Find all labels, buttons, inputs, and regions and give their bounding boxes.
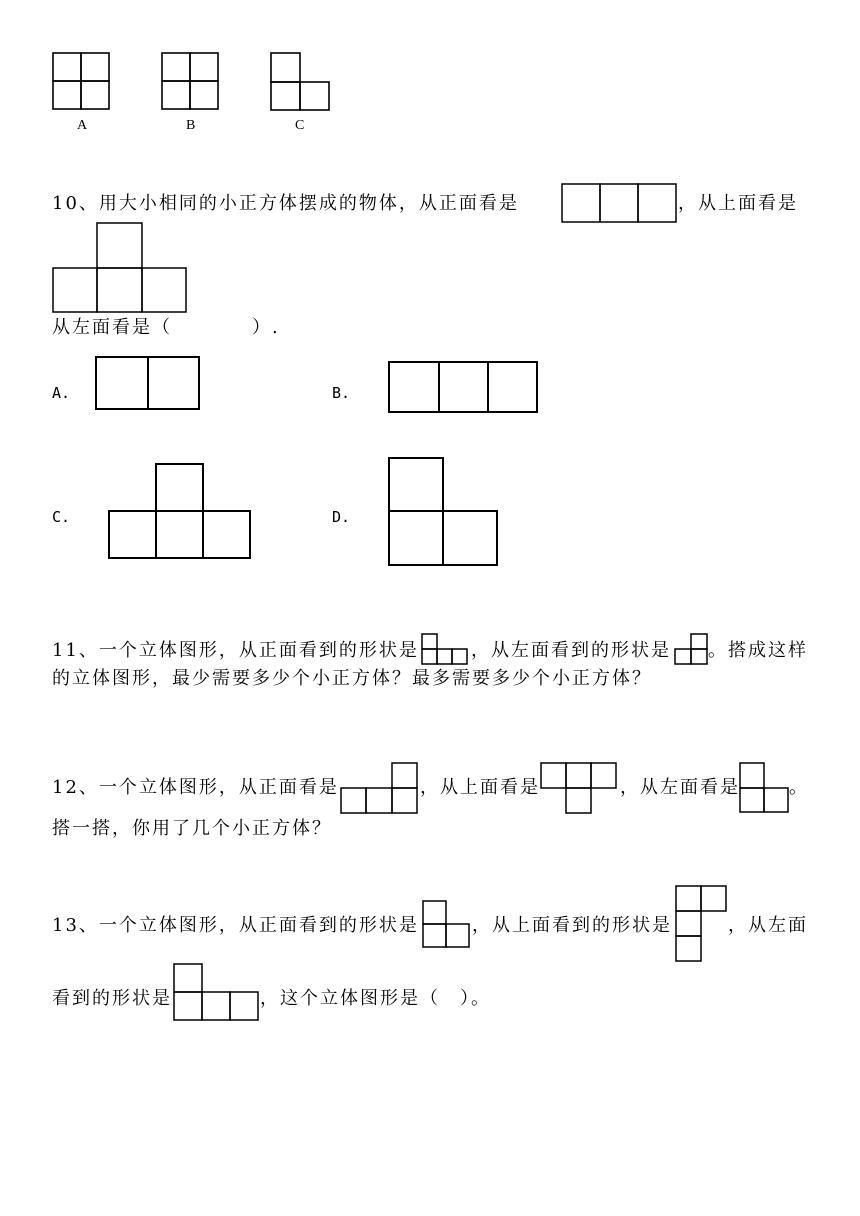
q11-left-view-figure: [674, 633, 710, 665]
q12-text-line1b: ，从上面看是: [420, 777, 540, 798]
option-label-c: C: [295, 118, 305, 133]
q12-text-line1c: ，从左面看是: [620, 777, 740, 798]
figure-option-b: [161, 52, 221, 112]
q10-top-view-figure: [52, 222, 188, 314]
q13-top-view-figure: [675, 885, 729, 965]
q13-text-line1c: ，从左面: [728, 915, 808, 936]
q13-text-line1b: ，从上面看到的形状是: [472, 915, 672, 936]
q10-front-view-figure: [561, 183, 679, 223]
q12-text-line1d: 。: [789, 777, 809, 798]
q12-text-line1a: 12、一个立体图形，从正面看是: [52, 777, 339, 798]
q12-front-view-figure: [340, 762, 420, 814]
q10-option-c-figure: [108, 463, 254, 561]
q10-text-line1: 10、用大小相同的小正方体摆成的物体，从正面看是: [52, 193, 519, 214]
figure-option-a: [52, 52, 112, 112]
q10-option-b-label: B.: [332, 384, 351, 402]
q13-text-line1a: 13、一个立体图形，从正面看到的形状是: [52, 915, 419, 936]
q13-left-view-figure: [173, 963, 261, 1023]
figure-option-c: [270, 52, 332, 112]
q13-text-line2a: 看到的形状是: [52, 988, 172, 1009]
q10-text-line2: 从左面看是（ ）.: [52, 317, 280, 338]
q10-option-a-label: A.: [52, 384, 71, 402]
q11-text-line2: 的立体图形，最少需要多少个小正方体？最多需要多少个小正方体？: [52, 668, 652, 689]
option-label-a: A: [77, 118, 88, 133]
q10-option-b-figure: [388, 361, 540, 414]
q12-text-line2: 搭一搭，你用了几个小正方体？: [52, 818, 332, 839]
q10-text-line1b: ，从上面看是: [678, 193, 798, 214]
q12-top-view-figure: [540, 762, 620, 814]
q10-option-c-label: C.: [52, 508, 71, 526]
q12-left-view-figure: [739, 762, 791, 814]
q13-text-line2b: ，这个立体图形是（ ）。: [260, 988, 491, 1009]
q10-option-a-figure: [95, 356, 201, 411]
q11-text-line1c: 。搭成这样: [708, 640, 808, 661]
option-label-b: B: [186, 118, 196, 133]
q11-text-line1a: 11、一个立体图形，从正面看到的形状是: [52, 640, 419, 661]
q11-front-view-figure: [421, 633, 471, 665]
q11-text-line1b: ，从左面看到的形状是: [471, 640, 671, 661]
q10-option-d-figure: [388, 457, 500, 567]
q13-front-view-figure: [422, 900, 472, 950]
q10-option-d-label: D.: [332, 508, 351, 526]
